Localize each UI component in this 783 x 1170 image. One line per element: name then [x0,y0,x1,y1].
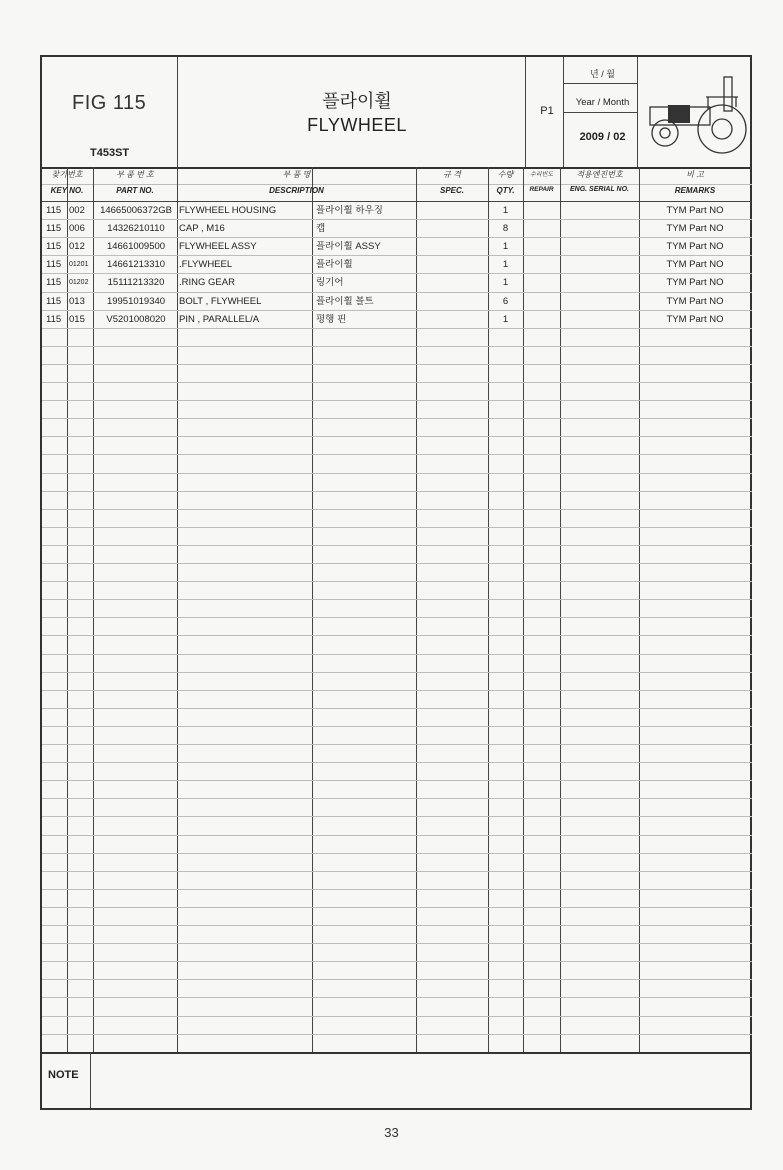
row-divider [42,871,752,872]
row-divider [42,943,752,944]
cell-remarks: TYM Part NO [666,313,724,325]
row-divider [42,708,752,709]
cell-key: 006 [69,223,85,235]
row-divider [42,816,752,817]
cell-key: 012 [69,241,85,253]
row-divider [42,545,752,546]
row-divider [42,599,752,600]
cell-fig: 115 [46,277,62,289]
row-divider [42,527,752,528]
table-row [42,293,752,311]
row-divider [42,473,752,474]
row-divider [42,581,752,582]
cell-desc-ko: 평행 핀 [316,313,347,325]
cell-remarks: TYM Part NO [666,223,724,235]
cell-fig: 115 [46,241,62,253]
cell-qty: 1 [502,313,509,325]
row-divider [42,798,752,799]
page-label: P1 [540,105,554,117]
cell-fig: 115 [46,205,62,216]
cell-key: 013 [69,295,85,307]
cell-desc-ko: 플라이휠 볼트 [316,295,374,307]
header-divider [525,57,526,167]
cell-part: 14665006372GB [100,205,172,216]
row-divider [42,997,752,998]
header-divider [563,112,637,113]
row-divider [42,364,752,365]
row-divider [42,346,752,347]
remarks-header-korean: 비 고 [686,170,704,179]
cell-part: 14661213310 [106,259,166,271]
table-row [42,256,752,274]
remarks-header: REMARKS [674,186,716,195]
cell-fig: 115 [46,223,62,235]
qty-header: QTY. [496,186,515,195]
note-label: NOTE [48,1069,79,1081]
part-no-header: PART NO. [116,186,154,195]
row-divider [42,509,752,510]
cell-fig: 115 [46,259,62,271]
qty-header-korean: 수량 [497,170,514,179]
cell-key: 002 [69,205,85,216]
header-divider [637,57,638,167]
cell-desc-ko: 플라이휠 ASSY [316,241,381,253]
page-title-korean: 플라이휠 [322,91,392,111]
table-row [42,238,752,256]
repair-header: REPAIR [529,186,554,193]
key-no-header: KEY NO. [50,186,84,195]
row-divider [42,1034,752,1035]
year-month-label-korean: 년 / 월 [590,69,615,79]
row-divider [42,726,752,727]
parts-table-frame [40,55,752,1110]
note-divider [90,1052,91,1108]
cell-remarks: TYM Part NO [666,295,724,307]
cell-qty: 1 [502,205,509,216]
row-divider [42,400,752,401]
row-divider [42,1016,752,1017]
table-bottom-line [42,1052,752,1054]
spec-header: SPEC. [439,186,464,195]
page-title: FLYWHEEL [307,115,407,135]
cell-fig: 115 [46,313,62,325]
row-divider [42,889,752,890]
table-row [42,311,752,329]
row-divider [42,563,752,564]
cell-part: 15111213320 [107,277,165,289]
engine-serial-header-korean: 적용엔진번호 [576,170,623,179]
row-divider [42,617,752,618]
cell-fig: 115 [46,295,62,307]
row-divider [42,744,752,745]
cell-remarks: TYM Part NO [666,205,724,216]
row-divider [42,925,752,926]
cell-part: 19951019340 [106,295,166,307]
cell-desc-en: CAP , M16 [179,223,225,235]
header-divider [563,83,637,84]
description-header: DESCRIPTION [269,186,324,195]
cell-qty: 1 [502,241,509,253]
cell-remarks: TYM Part NO [666,259,724,271]
cell-part: V5201008020 [106,313,166,325]
row-divider [42,454,752,455]
cell-key: 01201 [69,261,89,269]
year-month-label: Year / Month [575,97,630,108]
table-row [42,202,752,220]
tractor-icon [642,67,750,157]
cell-desc-en: PIN , PARALLEL/A [179,313,260,325]
cell-qty: 1 [502,259,509,271]
table-row [42,274,752,292]
row-divider [42,382,752,383]
row-divider [42,491,752,492]
row-divider [42,853,752,854]
description-header-korean: 부 품 명 [282,170,311,179]
cell-desc-ko: 링기어 [316,277,344,289]
cell-qty: 6 [502,295,509,307]
spec-header-korean: 규 격 [443,170,461,179]
page-number: 33 [384,1125,399,1140]
engine-serial-header: ENG. SERIAL NO. [570,186,629,193]
cell-qty: 1 [502,277,509,289]
row-divider [42,961,752,962]
cell-remarks: TYM Part NO [666,277,724,289]
header-divider [177,57,178,167]
repair-header-korean: 수리빈도 [529,172,554,178]
model-number: T453ST [90,147,130,159]
row-divider [42,418,752,419]
header-mid-line [42,184,752,185]
part-no-header-korean: 부 품 번 호 [116,170,154,179]
row-divider [42,690,752,691]
issue-date: 2009 / 02 [579,131,626,143]
cell-desc-ko: 캡 [316,223,326,235]
row-divider [42,979,752,980]
row-divider [42,635,752,636]
cell-remarks: TYM Part NO [666,241,724,253]
cell-qty: 8 [502,223,509,235]
row-divider [42,436,752,437]
row-divider [42,672,752,673]
cell-desc-en: .FLYWHEEL [179,259,233,271]
key-no-header-korean: 찾기번호 [51,170,83,179]
cell-key: 015 [69,313,85,325]
cell-desc-en: FLYWHEEL HOUSING [179,205,277,216]
row-divider [42,780,752,781]
row-divider [42,907,752,908]
cell-desc-en: BOLT , FLYWHEEL [179,295,262,307]
cell-part: 14661009500 [106,241,166,253]
cell-part: 14326210110 [107,223,165,235]
cell-key: 01202 [69,279,89,287]
row-divider [42,762,752,763]
table-row [42,220,752,238]
cell-desc-en: .RING GEAR [179,277,235,289]
figure-number: FIG 115 [72,92,147,114]
cell-desc-en: FLYWHEEL ASSY [179,241,257,253]
row-divider [42,835,752,836]
cell-desc-ko: 플라이휠 [316,259,353,271]
cell-desc-ko: 플라이휠 하우징 [316,205,383,216]
row-divider [42,654,752,655]
